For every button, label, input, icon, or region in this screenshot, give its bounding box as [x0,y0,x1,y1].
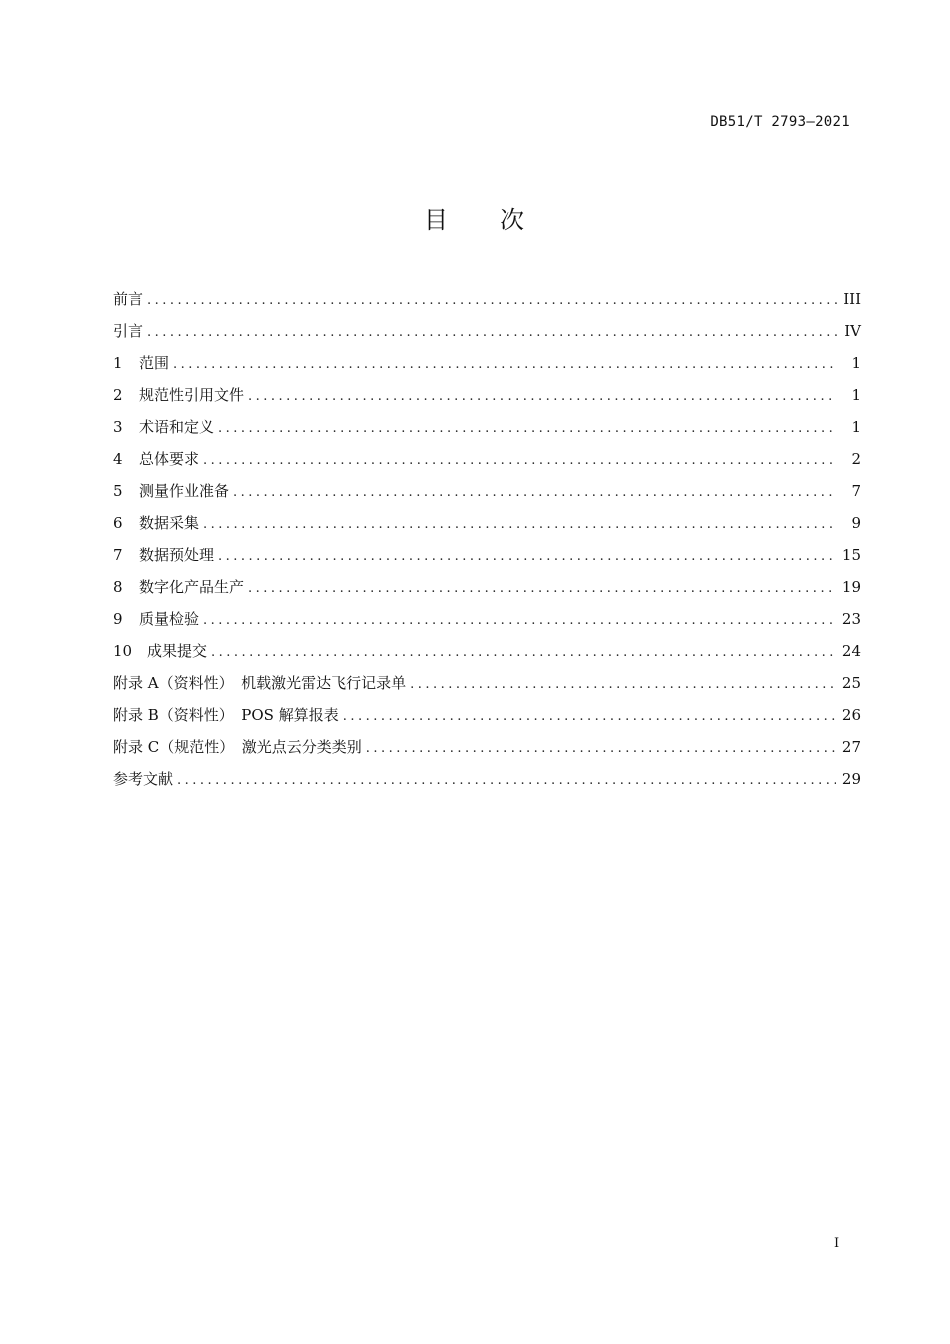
toc-leader-dots [203,448,837,474]
toc-entry-appendix-a[interactable] [113,670,861,702]
toc-entry-1[interactable] [113,350,861,382]
page-title [0,200,950,235]
toc-entry-page: 29 [841,770,861,788]
toc-entry-label: 测量作业准备 [139,482,230,500]
toc-entry-number: 7 [113,546,123,564]
toc-entry-7[interactable] [113,542,861,574]
toc-leader-dots [343,704,836,730]
toc-entry-introduction[interactable] [113,318,861,350]
toc-entry-label: 术语和定义 [139,418,215,436]
toc-entry-page: 23 [841,610,861,628]
toc-entry-3[interactable] [113,414,861,446]
toc-leader-dots [211,640,836,666]
toc-entry-page: III [843,290,861,308]
toc-entry-appendix-c[interactable] [113,734,861,766]
toc-entry-number: 1 [113,354,123,372]
toc-entry-label: 附录 C（规范性） 激光点云分类类别 [113,738,362,756]
toc-entry-page: 2 [851,450,861,468]
toc-entry-label: 前言 [113,290,144,308]
toc-entry-page: 19 [841,578,861,596]
toc-entry-page: 15 [841,546,861,564]
toc-leader-dots [173,352,837,378]
page-number: I [834,1236,840,1251]
toc-entry-page: 24 [841,642,861,660]
toc-entry-page: 7 [851,482,861,500]
toc-entry-page: IV [844,322,861,340]
toc-entry-label: 质量检验 [139,610,200,628]
title-char-1: 目 [424,206,450,234]
document-code: DB51/T 2793—2021 [710,114,850,130]
table-of-contents [113,286,861,798]
toc-entry-label: 附录 A（资料性） 机载激光雷达飞行记录单 [113,674,407,692]
toc-entry-references[interactable] [113,766,861,798]
toc-entry-5[interactable] [113,478,861,510]
toc-entry-number: 4 [113,450,123,468]
toc-entry-page: 1 [851,354,861,372]
toc-leader-dots [147,288,837,314]
toc-entry-number: 5 [113,482,123,500]
toc-entry-number: 3 [113,418,123,436]
toc-entry-label: 引言 [113,322,144,340]
toc-entry-page: 1 [851,418,861,436]
toc-entry-9[interactable] [113,606,861,638]
toc-entry-label: 数据预处理 [139,546,215,564]
title-char-2: 次 [500,206,526,234]
toc-entry-label: 数据采集 [139,514,200,532]
toc-entry-label: 数字化产品生产 [139,578,245,596]
toc-entry-number: 8 [113,578,123,596]
toc-entry-8[interactable] [113,574,861,606]
toc-entry-number: 10 [113,642,133,660]
toc-leader-dots [410,672,836,698]
toc-entry-page: 26 [841,706,861,724]
toc-entry-number: 2 [113,386,123,404]
toc-entry-page: 9 [851,514,861,532]
toc-leader-dots [218,416,837,442]
toc-leader-dots [248,384,837,410]
toc-entry-label: 范围 [139,354,170,372]
toc-entry-label: 附录 B（资料性） POS 解算报表 [113,706,339,724]
toc-leader-dots [147,320,837,346]
toc-leader-dots [218,544,836,570]
toc-entry-page: 25 [841,674,861,692]
toc-leader-dots [248,576,836,602]
toc-leader-dots [177,768,836,794]
toc-entry-label: 成果提交 [147,642,208,660]
toc-entry-label: 参考文献 [113,770,174,788]
toc-entry-page: 27 [841,738,861,756]
toc-entry-6[interactable] [113,510,861,542]
toc-entry-appendix-b[interactable] [113,702,861,734]
toc-entry-number: 6 [113,514,123,532]
toc-leader-dots [366,736,836,762]
toc-entry-page: 1 [851,386,861,404]
toc-entry-2[interactable] [113,382,861,414]
toc-entry-foreword[interactable] [113,286,861,318]
toc-entry-number: 9 [113,610,123,628]
toc-leader-dots [203,512,837,538]
toc-entry-4[interactable] [113,446,861,478]
toc-entry-label: 总体要求 [139,450,200,468]
toc-entry-10[interactable] [113,638,861,670]
toc-leader-dots [233,480,837,506]
toc-leader-dots [203,608,836,634]
toc-entry-label: 规范性引用文件 [139,386,245,404]
